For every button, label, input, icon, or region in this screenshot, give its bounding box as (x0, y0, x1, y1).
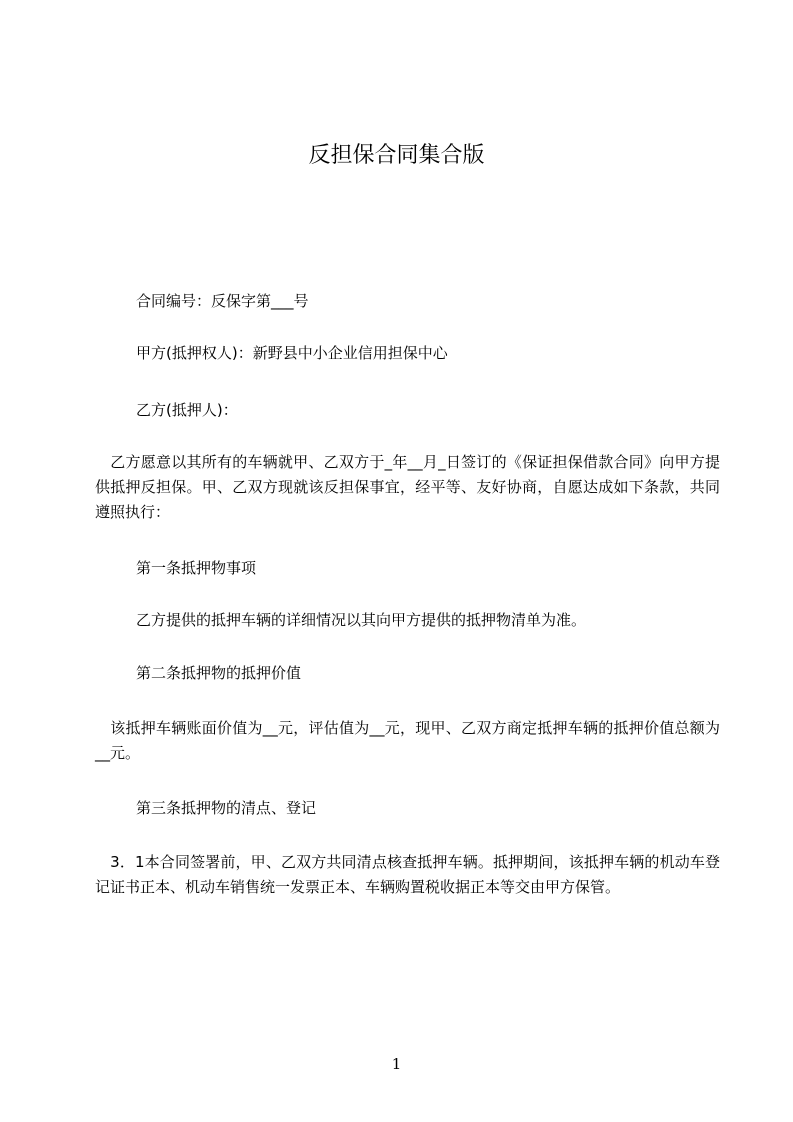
article-1-heading: 第一条抵押物事项 (136, 559, 257, 577)
article-2-heading: 第二条抵押物的抵押价值 (136, 664, 302, 682)
party-a: 甲方(抵押权人)：新野县中小企业信用担保中心 (136, 344, 448, 362)
intro-paragraph: 乙方愿意以其所有的车辆就甲、乙双方于_年__月_日签订的《保证担保借款合同》向甲方提供抵押反担保。甲、乙双方现就该反担保事宜，经平等、友好协商，自愿达成如下条款，共同遵照执行： (95, 453, 720, 521)
article-3-text: 3．1本合同签署前，甲、乙双方共同清点核查抵押车辆。抵押期间，该抵押车辆的机动车登记证书正本、机动车销售统一发票正本、车辆购置税收据正本等交由甲方保管。 (95, 853, 720, 896)
article-2-text: 该抵押车辆账面价值为__元，评估值为__元，现甲、乙双方商定抵押车辆的抵押价值总额为__元。 (95, 719, 720, 762)
document-title: 反担保合同集合版 (308, 143, 485, 168)
article-1-text: 乙方提供的抵押车辆的详细情况以其向甲方提供的抵押物清单为准。 (136, 611, 587, 629)
page-number: 1 (391, 1055, 402, 1073)
article-3-heading: 第三条抵押物的清点、登记 (136, 799, 317, 817)
party-b: 乙方(抵押人)： (136, 401, 238, 419)
contract-number: 合同编号：反保字第___号 (136, 292, 309, 310)
